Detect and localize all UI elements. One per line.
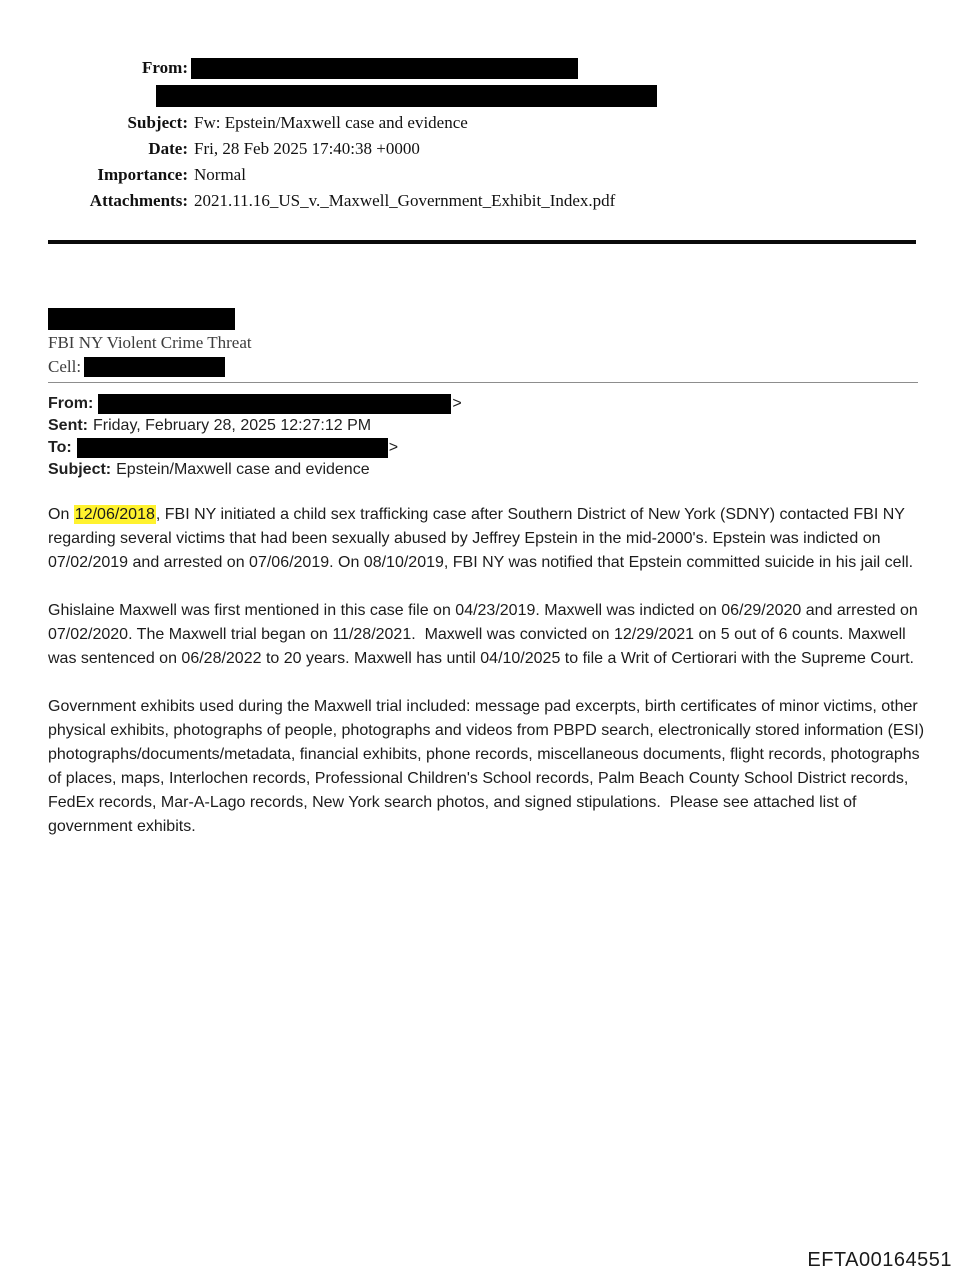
redaction-bar-inner-from xyxy=(98,394,451,414)
redaction-bar-inner-to xyxy=(77,438,388,458)
redaction-bar-from xyxy=(191,58,578,79)
inner-sent-value: Friday, February 28, 2025 12:27:12 PM xyxy=(93,417,372,434)
highlighted-date: 12/06/2018 xyxy=(74,506,155,523)
redaction-bar-signature-name xyxy=(48,308,235,330)
attachment-filename: 2021.11.16_US_v._Maxwell_Government_Exhibit_Index.pdf xyxy=(194,191,616,210)
inner-subject-value: Epstein/Maxwell case and evidence xyxy=(116,461,370,478)
signature-cell-row xyxy=(48,355,252,378)
outer-importance-row xyxy=(48,164,918,190)
redaction-bar-recipient xyxy=(156,85,657,107)
inner-from-bracket: > xyxy=(452,395,462,412)
paragraph-1-prefix: On xyxy=(48,506,74,523)
section-divider-thin xyxy=(48,382,918,383)
body-paragraph-3: Government exhibits used during the Maxwell trial included: message pad excerpts, birth certificates of minor victims, other physical exhibits, photographs of people, photographs and videos from PBPD search, electronically stored information (ESI) photographs/documents/metadata, financial exhibits, phone records, miscellaneous documents, flight records, photographs of places, maps, Interlochen records, Professional Children's School records, Palm Beach County School District records, FedEx records, Mar-A-Lago records, New York search photos, and signed stipulations. Please see attached list of government exhibits. xyxy=(48,698,929,835)
signature-cell-label: Cell: xyxy=(48,357,82,376)
outer-subject-value: Fw: Epstein/Maxwell case and evidence xyxy=(194,113,468,132)
outer-date-value: Fri, 28 Feb 2025 17:40:38 +0000 xyxy=(194,139,420,158)
redaction-bar-cell-number xyxy=(84,357,225,377)
outer-date-row xyxy=(48,138,918,164)
signature-block xyxy=(48,308,252,378)
inner-subject-row xyxy=(48,459,918,481)
signature-org-line: FBI NY Violent Crime Threat xyxy=(48,333,252,352)
outer-importance-value: Normal xyxy=(194,165,246,184)
outer-email-header xyxy=(48,57,918,216)
bates-number: EFTA00164551 xyxy=(807,1249,952,1271)
inner-to-bracket: > xyxy=(388,439,399,456)
outer-date-label: Date: xyxy=(148,139,188,158)
outer-attachments-label: Attachments: xyxy=(89,191,188,210)
email-body xyxy=(48,503,928,863)
inner-from-label: From: xyxy=(48,395,94,412)
outer-subject-row xyxy=(48,112,918,138)
inner-sent-label: Sent: xyxy=(48,417,88,434)
outer-importance-label: Importance: xyxy=(97,165,188,184)
inner-to-label: To: xyxy=(48,439,72,456)
section-divider-thick xyxy=(48,240,916,244)
inner-to-row xyxy=(48,437,918,459)
outer-from-label: From: xyxy=(142,58,188,77)
paragraph-1-text: , FBI NY initiated a child sex trafficking case after Southern District of New York (SDNY) contacted FBI NY regarding several victims that had been sexually abused by Jeffrey Epstein in the mid-2000's. Epstein was indicted on 07/02/2019 and arrested on 07/06/2019. On 08/10/2019, FBI NY was notified that Epstein committed suicide in his jail cell. xyxy=(48,506,914,571)
inner-from-row xyxy=(48,393,918,415)
inner-email-header xyxy=(48,393,918,481)
outer-subject-label: Subject: xyxy=(127,113,188,132)
body-paragraph-1 xyxy=(48,503,928,575)
outer-recipient-row xyxy=(48,83,918,112)
body-paragraph-2: Ghislaine Maxwell was first mentioned in this case file on 04/23/2019. Maxwell was indicted on 06/29/2020 and arrested on 07/02/2020. The Maxwell trial began on 11/28/2021. Maxwell was convicted on 12/29/2021 on 5 out of 6 counts. Maxwell was sentenced on 06/28/2022 to 20 years. Maxwell has until 04/10/2025 to file a Writ of Certiorari with the Supreme Court. xyxy=(48,602,923,667)
outer-from-row xyxy=(48,57,918,83)
outer-attachments-row xyxy=(48,190,918,216)
inner-subject-label: Subject: xyxy=(48,461,112,478)
inner-sent-row xyxy=(48,415,918,437)
